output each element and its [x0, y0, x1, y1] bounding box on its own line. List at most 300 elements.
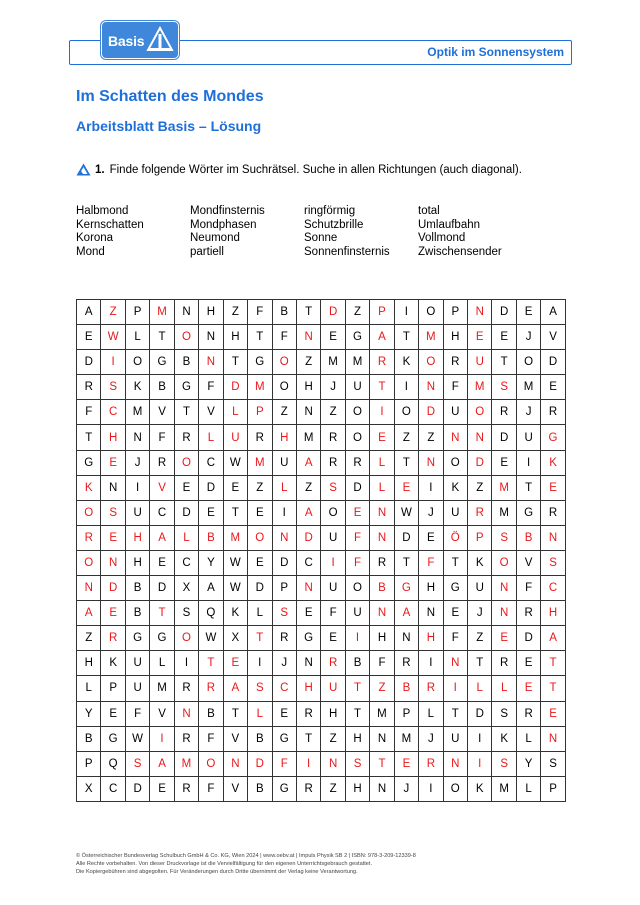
grid-cell: L — [248, 601, 272, 626]
word-item: ringförmig — [304, 205, 356, 217]
grid-cell: B — [273, 300, 297, 325]
grid-cell: H — [346, 777, 370, 802]
grid-cell: G — [395, 576, 419, 601]
word-item: Korona — [76, 232, 114, 244]
grid-cell: T — [77, 425, 101, 450]
grid-cell: N — [321, 752, 345, 777]
grid-cell: Y — [77, 702, 101, 727]
grid-cell: N — [419, 601, 443, 626]
grid-cell: E — [248, 551, 272, 576]
grid-cell: I — [126, 476, 150, 501]
grid-cell: J — [321, 375, 345, 400]
grid-cell: I — [297, 752, 321, 777]
grid-cell: L — [224, 400, 248, 425]
grid-cell: T — [395, 451, 419, 476]
grid-cell: G — [444, 576, 468, 601]
grid-cell: G — [517, 501, 541, 526]
grid-cell: V — [199, 400, 223, 425]
grid-cell: U — [321, 576, 345, 601]
grid-cell: N — [297, 400, 321, 425]
grid-cell: I — [468, 727, 492, 752]
grid-cell: N — [419, 375, 443, 400]
grid-cell: B — [126, 601, 150, 626]
word-item: partiell — [190, 245, 224, 258]
grid-cell: O — [419, 300, 443, 325]
grid-cell: J — [468, 601, 492, 626]
grid-cell: T — [492, 350, 516, 375]
grid-cell: L — [517, 777, 541, 802]
grid-cell: K — [492, 727, 516, 752]
footer-line: © Österreichischer Bundesverlag Schulbuch GmbH & Co. KG, Wien 2024 | www.oebv.at | Impuls Physik SB 2 | ISBN: 978-3-209-12339-8 — [76, 853, 416, 859]
grid-cell: G — [150, 626, 174, 651]
grid-cell: I — [248, 651, 272, 676]
grid-cell: A — [297, 501, 321, 526]
grid-cell: B — [150, 375, 174, 400]
grid-cell: A — [77, 601, 101, 626]
grid-cell: E — [150, 551, 174, 576]
grid-cell: G — [101, 727, 125, 752]
grid-cell: C — [101, 400, 125, 425]
grid-cell: T — [224, 702, 248, 727]
grid-cell: P — [541, 777, 565, 802]
grid-cell: L — [126, 325, 150, 350]
grid-cell: E — [444, 601, 468, 626]
grid-cell: T — [199, 651, 223, 676]
grid-cell: K — [224, 601, 248, 626]
grid-cell: T — [297, 300, 321, 325]
grid-cell: A — [395, 601, 419, 626]
grid-cell: R — [77, 526, 101, 551]
grid-cell: N — [101, 551, 125, 576]
grid-cell: E — [370, 425, 394, 450]
grid-cell: F — [273, 752, 297, 777]
grid-cell: T — [541, 651, 565, 676]
grid-cell: J — [419, 727, 443, 752]
grid-cell: T — [150, 325, 174, 350]
grid-cell: I — [321, 551, 345, 576]
grid-cell: R — [321, 425, 345, 450]
grid-cell: L — [419, 702, 443, 727]
grid-cell: N — [297, 325, 321, 350]
grid-cell: U — [444, 727, 468, 752]
grid-cell: U — [321, 676, 345, 701]
grid-cell: U — [321, 526, 345, 551]
grid-cell: T — [248, 626, 272, 651]
grid-cell: T — [395, 325, 419, 350]
grid-cell: Z — [468, 626, 492, 651]
grid-cell: U — [468, 350, 492, 375]
grid-cell: S — [101, 501, 125, 526]
header-topic: Optik im Sonnensystem — [427, 45, 564, 59]
grid-cell: N — [468, 425, 492, 450]
word-item: Halbmond — [76, 205, 129, 217]
footer-line: Die Kopiergebühren sind abgegolten. Für Veränderungen durch Dritte übernimmt der Verlag keine Verantwortung. — [76, 869, 358, 875]
grid-cell: O — [175, 325, 199, 350]
grid-cell: L — [492, 676, 516, 701]
grid-cell: R — [150, 451, 174, 476]
grid-cell: P — [77, 752, 101, 777]
grid-cell: N — [77, 576, 101, 601]
grid-cell: C — [150, 501, 174, 526]
grid-cell: I — [101, 350, 125, 375]
grid-cell: S — [541, 551, 565, 576]
grid-cell: C — [101, 777, 125, 802]
grid-cell: E — [517, 651, 541, 676]
grid-cell: O — [77, 551, 101, 576]
grid-cell: C — [199, 451, 223, 476]
grid-cell: R — [370, 350, 394, 375]
grid-cell: U — [126, 676, 150, 701]
grid-cell: M — [419, 325, 443, 350]
grid-cell: O — [199, 752, 223, 777]
grid-cell: O — [517, 350, 541, 375]
grid-cell: V — [150, 400, 174, 425]
grid-cell: R — [297, 702, 321, 727]
grid-cell: Y — [517, 752, 541, 777]
grid-cell: H — [297, 375, 321, 400]
grid-cell: B — [517, 526, 541, 551]
grid-cell: N — [297, 651, 321, 676]
grid-cell: R — [297, 777, 321, 802]
grid-cell: N — [370, 526, 394, 551]
grid-cell: H — [541, 601, 565, 626]
grid-cell: N — [468, 300, 492, 325]
grid-cell: R — [468, 501, 492, 526]
grid-cell: M — [321, 350, 345, 375]
task-instruction — [76, 163, 522, 176]
grid-cell: F — [199, 777, 223, 802]
grid-cell: O — [77, 501, 101, 526]
grid-cell: N — [444, 651, 468, 676]
grid-cell: G — [297, 626, 321, 651]
grid-cell: D — [517, 626, 541, 651]
grid-cell: U — [444, 501, 468, 526]
grid-cell: D — [248, 576, 272, 601]
grid-cell: A — [150, 752, 174, 777]
grid-cell: F — [199, 375, 223, 400]
grid-cell: R — [370, 551, 394, 576]
grid-cell: N — [492, 576, 516, 601]
grid-cell: Q — [101, 752, 125, 777]
grid-cell: S — [248, 676, 272, 701]
triangle-logo-icon — [146, 26, 174, 54]
grid-cell: S — [273, 601, 297, 626]
grid-cell: D — [175, 501, 199, 526]
grid-cell: H — [199, 300, 223, 325]
grid-cell: F — [248, 300, 272, 325]
grid-cell: D — [468, 702, 492, 727]
grid-cell: E — [517, 300, 541, 325]
grid-cell: E — [492, 451, 516, 476]
grid-cell: O — [419, 350, 443, 375]
grid-cell: T — [444, 551, 468, 576]
grid-cell: E — [248, 501, 272, 526]
grid-cell: W — [199, 626, 223, 651]
grid-cell: P — [101, 676, 125, 701]
grid-cell: H — [297, 676, 321, 701]
grid-cell: H — [346, 727, 370, 752]
grid-cell: O — [175, 626, 199, 651]
grid-cell: U — [444, 400, 468, 425]
grid-cell: T — [517, 476, 541, 501]
grid-cell: L — [517, 727, 541, 752]
grid-cell: H — [77, 651, 101, 676]
grid-cell: S — [492, 526, 516, 551]
grid-cell: M — [517, 375, 541, 400]
grid-cell: E — [346, 501, 370, 526]
grid-cell: K — [101, 651, 125, 676]
grid-cell: O — [126, 350, 150, 375]
grid-cell: Z — [419, 425, 443, 450]
grid-cell: P — [248, 400, 272, 425]
grid-cell: E — [492, 626, 516, 651]
page-title: Im Schatten des Mondes — [76, 88, 264, 105]
grid-cell: O — [175, 451, 199, 476]
grid-cell: U — [224, 425, 248, 450]
grid-cell: H — [126, 526, 150, 551]
grid-cell: E — [468, 325, 492, 350]
grid-cell: H — [444, 325, 468, 350]
grid-cell: O — [492, 551, 516, 576]
grid-cell: I — [395, 300, 419, 325]
grid-cell: S — [492, 375, 516, 400]
grid-cell: P — [126, 300, 150, 325]
grid-cell: I — [468, 752, 492, 777]
task-text: Finde folgende Wörter im Suchrätsel. Suche in allen Richtungen (auch diagonal). — [109, 163, 522, 176]
grid-cell: A — [297, 451, 321, 476]
grid-cell: F — [273, 325, 297, 350]
grid-cell: G — [346, 325, 370, 350]
grid-cell: I — [419, 777, 443, 802]
grid-cell: F — [150, 425, 174, 450]
grid-cell: R — [175, 425, 199, 450]
grid-cell: I — [273, 501, 297, 526]
grid-cell: U — [346, 601, 370, 626]
grid-cell: E — [101, 601, 125, 626]
word-search-grid — [76, 299, 566, 802]
grid-cell: U — [468, 576, 492, 601]
grid-cell: M — [248, 451, 272, 476]
grid-cell: O — [395, 400, 419, 425]
grid-cell: T — [175, 400, 199, 425]
grid-cell: H — [321, 702, 345, 727]
grid-cell: X — [77, 777, 101, 802]
grid-cell: N — [492, 601, 516, 626]
grid-cell: K — [541, 451, 565, 476]
grid-cell: R — [346, 451, 370, 476]
grid-cell: F — [370, 651, 394, 676]
grid-cell: N — [175, 702, 199, 727]
grid-cell: H — [370, 626, 394, 651]
grid-cell: E — [224, 651, 248, 676]
grid-cell: E — [101, 451, 125, 476]
grid-cell: E — [101, 702, 125, 727]
grid-cell: D — [297, 526, 321, 551]
grid-cell: F — [346, 551, 370, 576]
grid-cell: L — [77, 676, 101, 701]
grid-cell: R — [321, 451, 345, 476]
grid-cell: J — [517, 400, 541, 425]
grid-cell: N — [419, 451, 443, 476]
grid-cell: O — [273, 350, 297, 375]
grid-cell: E — [541, 702, 565, 727]
grid-cell: N — [101, 476, 125, 501]
grid-cell: M — [395, 727, 419, 752]
grid-cell: G — [126, 626, 150, 651]
grid-cell: J — [517, 325, 541, 350]
grid-cell: M — [492, 777, 516, 802]
grid-cell: Z — [321, 777, 345, 802]
grid-cell: T — [346, 676, 370, 701]
grid-cell: K — [444, 476, 468, 501]
grid-cell: B — [199, 526, 223, 551]
grid-cell: D — [321, 300, 345, 325]
grid-cell: W — [224, 551, 248, 576]
grid-cell: N — [541, 727, 565, 752]
grid-cell: Z — [248, 476, 272, 501]
grid-cell: R — [199, 676, 223, 701]
grid-cell: R — [419, 752, 443, 777]
grid-cell: N — [297, 576, 321, 601]
grid-cell: Z — [321, 400, 345, 425]
grid-cell: U — [126, 651, 150, 676]
grid-cell: O — [248, 526, 272, 551]
grid-cell: W — [224, 576, 248, 601]
grid-cell: F — [321, 601, 345, 626]
grid-cell: O — [346, 400, 370, 425]
grid-cell: G — [541, 425, 565, 450]
grid-cell: S — [541, 752, 565, 777]
grid-cell: S — [126, 752, 150, 777]
grid-cell: Q — [199, 601, 223, 626]
grid-cell: W — [224, 451, 248, 476]
grid-cell: O — [444, 451, 468, 476]
footer — [76, 852, 416, 876]
grid-cell: M — [150, 676, 174, 701]
grid-cell: S — [101, 375, 125, 400]
grid-cell: L — [468, 676, 492, 701]
grid-cell: B — [346, 651, 370, 676]
grid-cell: D — [248, 752, 272, 777]
grid-cell: V — [224, 777, 248, 802]
grid-cell: D — [77, 350, 101, 375]
grid-cell: K — [77, 476, 101, 501]
grid-cell: E — [419, 526, 443, 551]
grid-cell: T — [370, 375, 394, 400]
grid-cell: H — [126, 551, 150, 576]
grid-cell: A — [541, 626, 565, 651]
grid-cell: G — [273, 727, 297, 752]
grid-cell: N — [444, 752, 468, 777]
grid-cell: I — [517, 451, 541, 476]
grid-cell: Z — [468, 476, 492, 501]
grid-cell: U — [346, 375, 370, 400]
grid-cell: Z — [321, 727, 345, 752]
grid-cell: P — [444, 300, 468, 325]
word-item: Vollmond — [418, 232, 466, 244]
grid-cell: M — [468, 375, 492, 400]
grid-cell: B — [370, 576, 394, 601]
word-item: Schutzbrille — [304, 218, 364, 231]
grid-cell: T — [248, 325, 272, 350]
grid-cell: R — [492, 651, 516, 676]
grid-cell: N — [370, 501, 394, 526]
grid-cell: V — [150, 476, 174, 501]
grid-cell: A — [77, 300, 101, 325]
grid-cell: I — [444, 676, 468, 701]
grid-cell: G — [175, 375, 199, 400]
grid-cell: G — [150, 350, 174, 375]
grid-cell: E — [101, 526, 125, 551]
grid-cell: T — [224, 501, 248, 526]
grid-cell: E — [517, 676, 541, 701]
grid-cell: B — [395, 676, 419, 701]
grid-cell: K — [126, 375, 150, 400]
grid-cell: V — [224, 727, 248, 752]
grid-cell: H — [419, 576, 443, 601]
grid-cell: D — [492, 425, 516, 450]
grid-cell: X — [224, 626, 248, 651]
grid-cell: I — [370, 400, 394, 425]
grid-cell: W — [126, 727, 150, 752]
grid-cell: F — [444, 626, 468, 651]
grid-cell: N — [444, 425, 468, 450]
grid-cell: E — [395, 752, 419, 777]
grid-cell: Ö — [444, 526, 468, 551]
grid-cell: R — [321, 651, 345, 676]
grid-cell: R — [77, 375, 101, 400]
grid-cell: N — [273, 526, 297, 551]
grid-cell: M — [175, 752, 199, 777]
grid-cell: O — [273, 375, 297, 400]
grid-cell: N — [541, 526, 565, 551]
grid-cell: R — [175, 777, 199, 802]
grid-cell: P — [395, 702, 419, 727]
grid-cell: D — [126, 777, 150, 802]
grid-cell: V — [517, 551, 541, 576]
grid-cell: T — [150, 601, 174, 626]
word-item: Neumond — [190, 232, 240, 244]
grid-cell: M — [297, 425, 321, 450]
grid-cell: A — [150, 526, 174, 551]
grid-cell: Z — [77, 626, 101, 651]
grid-cell: D — [101, 576, 125, 601]
grid-cell: T — [224, 350, 248, 375]
grid-cell: R — [248, 425, 272, 450]
grid-cell: T — [346, 702, 370, 727]
grid-cell: G — [248, 350, 272, 375]
grid-cell: E — [150, 777, 174, 802]
grid-cell: E — [273, 702, 297, 727]
grid-cell: D — [419, 400, 443, 425]
grid-cell: B — [248, 727, 272, 752]
grid-cell: L — [199, 425, 223, 450]
grid-cell: C — [297, 551, 321, 576]
grid-cell: E — [77, 325, 101, 350]
word-item: Kernschatten — [76, 218, 144, 231]
grid-cell: M — [224, 526, 248, 551]
grid-cell: R — [444, 350, 468, 375]
grid-cell: H — [273, 425, 297, 450]
grid-cell: P — [370, 300, 394, 325]
grid-cell: E — [175, 476, 199, 501]
grid-cell: I — [175, 651, 199, 676]
grid-cell: F — [77, 400, 101, 425]
difficulty-triangle-icon — [76, 163, 91, 176]
grid-cell: L — [175, 526, 199, 551]
grid-cell: R — [175, 727, 199, 752]
grid-cell: V — [541, 325, 565, 350]
